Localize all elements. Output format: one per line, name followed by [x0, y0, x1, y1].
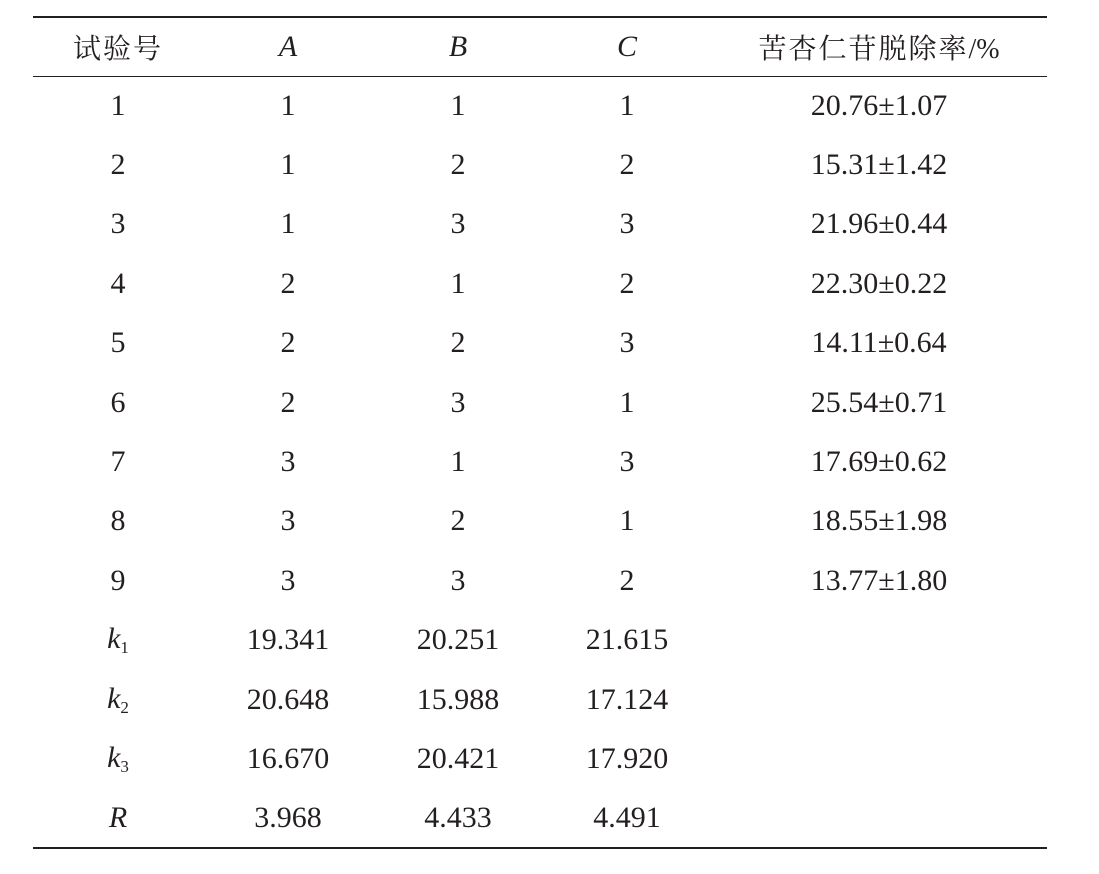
summary-b-cell: 4.433 [424, 800, 492, 834]
trial-number-cell: 8 [110, 504, 126, 538]
factor-c-cell: 1 [619, 385, 635, 419]
trial-number-cell: 5 [110, 326, 126, 360]
factor-a-cell: 1 [280, 207, 296, 241]
summary-b-cell: 20.251 [416, 623, 500, 657]
summary-row-k1 [33, 611, 1047, 670]
trial-number-cell: 9 [110, 563, 126, 597]
removal-rate-cell: 15.31±1.42 [810, 148, 948, 182]
trial-number-cell: 1 [110, 88, 126, 122]
header-factor-a: A [278, 29, 298, 63]
header-row [33, 17, 1047, 76]
header-rate-label: 苦杏仁苷脱除率 [758, 31, 969, 65]
summary-b-cell: 15.988 [416, 682, 500, 716]
factor-b-cell: 2 [450, 504, 466, 538]
summary-c-cell: 21.615 [585, 623, 669, 657]
summary-label-cell [33, 789, 203, 848]
factor-b-cell: 2 [450, 326, 466, 360]
removal-rate-cell: 14.11±0.64 [811, 326, 947, 360]
header-rate-unit: /% [968, 33, 1000, 65]
table-row [33, 432, 1047, 491]
factor-a-cell: 3 [280, 563, 296, 597]
summary-empty-cell [711, 789, 1047, 848]
table-row [33, 314, 1047, 373]
summary-label-subscript: 1 [120, 638, 129, 658]
summary-c-cell: 17.124 [585, 682, 669, 716]
factor-a-cell: 1 [280, 88, 296, 122]
summary-c-cell: 4.491 [593, 800, 661, 834]
factor-c-cell: 3 [619, 445, 635, 479]
summary-row-k2 [33, 670, 1047, 729]
table-row [33, 135, 1047, 194]
summary-row-k3 [33, 729, 1047, 788]
factor-a-cell: 3 [280, 504, 296, 538]
table-row [33, 492, 1047, 551]
factor-b-cell: 2 [450, 148, 466, 182]
factor-c-cell: 2 [619, 266, 635, 300]
factor-a-cell: 2 [280, 326, 296, 360]
summary-empty-cell [711, 670, 1047, 729]
trial-number-cell: 3 [110, 207, 126, 241]
summary-label-subscript: 3 [120, 756, 129, 776]
summary-label: k [107, 740, 121, 774]
summary-a-cell: 20.648 [246, 682, 330, 716]
removal-rate-cell: 13.77±1.80 [810, 563, 948, 597]
header-factor-c: C [616, 29, 637, 63]
factor-a-cell: 1 [280, 148, 296, 182]
factor-c-cell: 3 [619, 326, 635, 360]
factor-c-cell: 2 [619, 148, 635, 182]
factor-c-cell: 1 [619, 504, 635, 538]
orthogonal-test-table-container [33, 16, 1047, 849]
factor-b-cell: 3 [450, 563, 466, 597]
summary-a-cell: 3.968 [254, 800, 322, 834]
factor-a-cell: 2 [280, 385, 296, 419]
summary-label-cell [33, 611, 203, 670]
summary-a-cell: 19.341 [246, 623, 330, 657]
factor-b-cell: 3 [450, 385, 466, 419]
table-header [33, 17, 1047, 76]
summary-label-cell [33, 729, 203, 788]
factor-a-cell: 2 [280, 266, 296, 300]
summary-label: k [107, 681, 121, 715]
header-trial-number: 试验号 [72, 31, 163, 65]
trial-number-cell: 6 [110, 385, 126, 419]
header-amygdalin-removal-rate [711, 17, 1047, 76]
table-row [33, 373, 1047, 432]
table-body [33, 76, 1047, 848]
trial-number-cell: 4 [110, 266, 126, 300]
factor-b-cell: 1 [450, 88, 466, 122]
table-row [33, 76, 1047, 135]
factor-a-cell: 3 [280, 445, 296, 479]
removal-rate-cell: 17.69±0.62 [810, 445, 948, 479]
trial-number-cell: 7 [110, 445, 126, 479]
summary-c-cell: 17.920 [585, 741, 669, 775]
removal-rate-cell: 20.76±1.07 [810, 88, 948, 122]
factor-b-cell: 3 [450, 207, 466, 241]
factor-b-cell: 1 [450, 445, 466, 479]
factor-c-cell: 3 [619, 207, 635, 241]
removal-rate-cell: 21.96±0.44 [810, 207, 948, 241]
table-row [33, 254, 1047, 313]
summary-a-cell: 16.670 [246, 741, 330, 775]
header-factor-b: B [448, 29, 468, 63]
summary-empty-cell [711, 611, 1047, 670]
removal-rate-cell: 18.55±1.98 [810, 504, 948, 538]
table-row [33, 195, 1047, 254]
removal-rate-cell: 22.30±0.22 [810, 266, 948, 300]
summary-label: k [107, 622, 121, 656]
summary-label-cell [33, 670, 203, 729]
summary-empty-cell [711, 729, 1047, 788]
factor-c-cell: 2 [619, 563, 635, 597]
summary-row-range [33, 789, 1047, 848]
factor-b-cell: 1 [450, 266, 466, 300]
summary-label: R [108, 800, 128, 834]
table-row [33, 551, 1047, 610]
removal-rate-cell: 25.54±0.71 [810, 385, 948, 419]
summary-label-subscript: 2 [120, 697, 129, 717]
orthogonal-test-table [33, 16, 1047, 849]
summary-b-cell: 20.421 [416, 741, 500, 775]
trial-number-cell: 2 [110, 148, 126, 182]
factor-c-cell: 1 [619, 88, 635, 122]
